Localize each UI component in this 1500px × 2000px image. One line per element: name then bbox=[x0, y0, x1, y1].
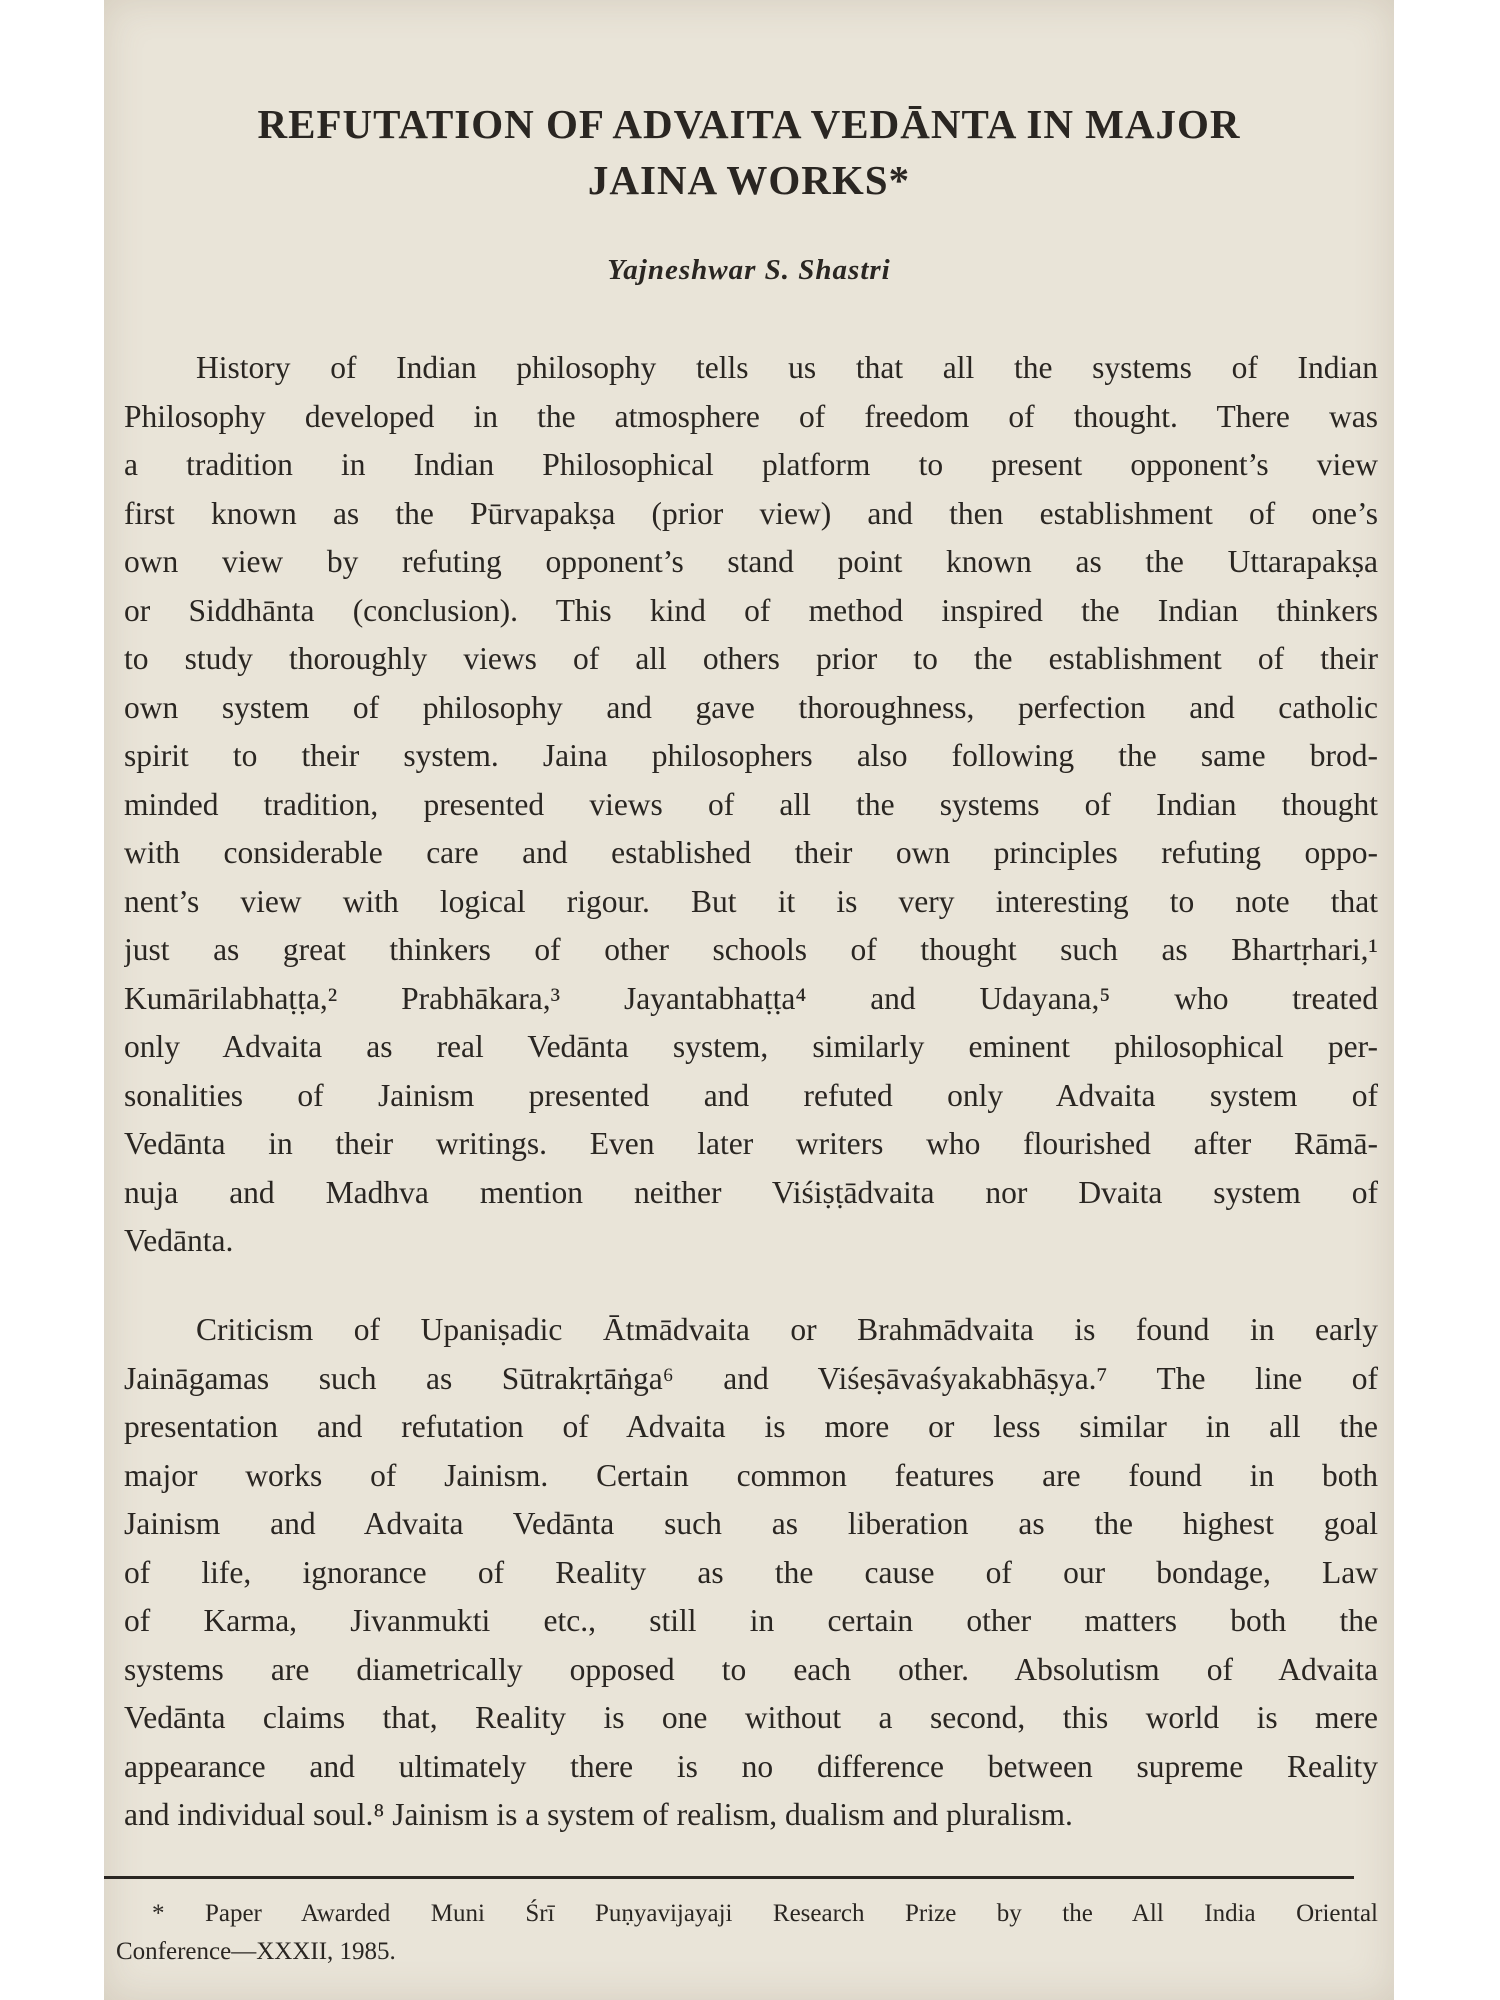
text-line: sonalities of Jainism presented and refuted only Advaita system of bbox=[124, 1077, 1378, 1113]
text-line: own view by refuting opponent’s stand point known as the Uttarapakṣa bbox=[124, 544, 1378, 579]
text-line: Vedānta in their writings. Even later writers who flourished after Rāmā- bbox=[124, 1126, 1378, 1161]
text-line: Philosophy developed in the atmosphere of freedom of thought. There was bbox=[124, 398, 1378, 434]
text-line: spirit to their system. Jaina philosophers also following the same brod- bbox=[124, 738, 1378, 773]
footnote-line-2: Conference—XXXII, 1985. bbox=[116, 1938, 396, 1965]
text-line: History of Indian philosophy tells us that all the systems of Indian bbox=[196, 350, 1378, 385]
text-line: own system of philosophy and gave thoroughness, perfection and catholic bbox=[124, 689, 1378, 725]
title-line-2: JAINA WORKS* bbox=[587, 157, 911, 203]
text-line: Kumārilabhaṭṭa,² Prabhākara,³ Jayantabhaṭṭa⁴ and Udayana,⁵ who treated bbox=[124, 980, 1378, 1016]
title-line-1: REFUTATION OF ADVAITA VEDĀNTA IN MAJOR bbox=[257, 101, 1241, 147]
text-line: to study thoroughly views of all others prior to the establishment of their bbox=[124, 641, 1378, 676]
text-line: and individual soul.⁸ Jainism is a system of realism, dualism and pluralism. bbox=[124, 1797, 1073, 1832]
text-line: nuja and Madhva mention neither Viśiṣṭādvaita nor Dvaita system of bbox=[124, 1174, 1378, 1210]
text-line: nent’s view with logical rigour. But it is very interesting to note that bbox=[124, 883, 1378, 919]
paragraph-2 bbox=[124, 1306, 1378, 1840]
text-line: minded tradition, presented views of all the systems of Indian thought bbox=[124, 786, 1378, 822]
paragraph-1 bbox=[124, 344, 1378, 1266]
text-line: Jainism and Advaita Vedānta such as liberation as the highest goal bbox=[124, 1506, 1378, 1541]
text-line: just as great thinkers of other schools of thought such as Bhartṛhari,¹ bbox=[124, 932, 1378, 967]
text-line: appearance and ultimately there is no difference between supreme Reality bbox=[124, 1748, 1378, 1784]
text-line: presentation and refutation of Advaita is more or less similar in all the bbox=[124, 1409, 1378, 1444]
text-line: of life, ignorance of Reality as the cause of our bondage, Law bbox=[124, 1554, 1378, 1590]
author-name: Yajneshwar S. Shastri bbox=[607, 254, 891, 286]
text-line: only Advaita as real Vedānta system, similarly eminent philosophical per- bbox=[124, 1029, 1378, 1064]
footnote-divider bbox=[104, 1876, 1354, 1879]
text-line: major works of Jainism. Certain common features are found in both bbox=[124, 1457, 1378, 1493]
text-line: Criticism of Upaniṣadic Ātmādvaita or Brahmādvaita is found in early bbox=[196, 1312, 1378, 1347]
text-line: Jaināgamas such as Sūtrakṛtāṅga⁶ and Viśeṣāvaśyakabhāṣya.⁷ The line of bbox=[124, 1360, 1378, 1396]
text-line: Vedānta claims that, Reality is one without a second, this world is mere bbox=[124, 1700, 1378, 1735]
text-line: with considerable care and established their own principles refuting oppo- bbox=[124, 835, 1378, 870]
document-page bbox=[104, 0, 1394, 2000]
footnote bbox=[116, 1895, 1378, 1971]
text-line: systems are diametrically opposed to each other. Absolutism of Advaita bbox=[124, 1651, 1378, 1687]
text-line: Vedānta. bbox=[124, 1223, 234, 1258]
article-title bbox=[104, 96, 1394, 208]
text-line: of Karma, Jivanmukti etc., still in certain other matters both the bbox=[124, 1603, 1378, 1638]
text-line: first known as the Pūrvapakṣa (prior view) and then establishment of one’s bbox=[124, 495, 1378, 531]
footnote-line-1: * Paper Awarded Muni Śrī Puṇyavijayaji Research Prize by the All India Oriental bbox=[152, 1900, 1378, 1927]
text-line: a tradition in Indian Philosophical platform to present opponent’s view bbox=[124, 447, 1378, 482]
text-line: or Siddhānta (conclusion). This kind of method inspired the Indian thinkers bbox=[124, 592, 1378, 628]
